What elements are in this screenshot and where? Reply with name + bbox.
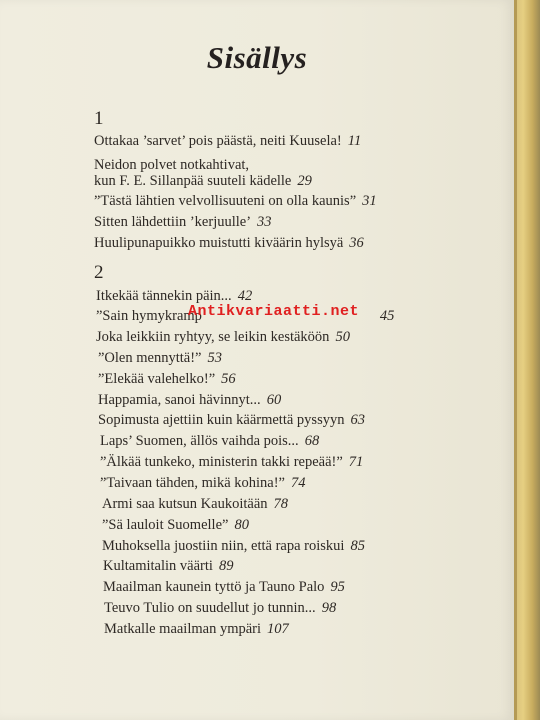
toc-entry <box>94 234 364 252</box>
section-number: 1 <box>94 108 104 129</box>
entry-title: Matkalle maailman ympäri <box>104 621 262 637</box>
entry-page: 89 <box>218 558 234 574</box>
entry-page: 45 <box>379 308 395 324</box>
entry-title: Neidon polvet notkahtivat, <box>94 157 250 173</box>
page-title: Sisällys <box>206 40 308 75</box>
entry-title: Itkekää tännekin päin... <box>96 288 232 304</box>
toc-entry <box>102 495 288 513</box>
entry-page: 11 <box>347 133 362 149</box>
entry-page: 98 <box>321 600 337 616</box>
entry-title: Sitten lähdettiin ’kerjuulle’ <box>94 214 252 230</box>
entry-title: ”Tästä lähtien velvollisuuteni on olla kaunis” <box>94 193 357 209</box>
entry-title: Joka leikkiin ryhtyy, se leikin kestäköön <box>96 329 330 345</box>
entry-page: 29 <box>297 173 312 189</box>
toc-entry <box>98 370 236 388</box>
toc-entry <box>104 620 289 638</box>
toc-entry <box>94 213 272 231</box>
entry-title: Armi saa kutsun Kaukoitään <box>102 496 268 512</box>
entry-page: 31 <box>362 193 377 209</box>
toc-entry <box>98 349 222 367</box>
entry-page: 63 <box>350 412 365 428</box>
toc-entry <box>100 474 306 492</box>
entry-title: Maailman kaunein tyttö ja Tauno Palo <box>103 579 325 595</box>
entry-page: 56 <box>221 371 236 387</box>
toc-entry <box>104 599 336 617</box>
section-number: 2 <box>94 262 104 283</box>
entry-title: Muhoksella juostiin niin, että rapa roiskui <box>102 538 345 554</box>
entry-page: 60 <box>266 392 282 408</box>
toc-entry <box>103 557 233 575</box>
toc-entry <box>100 432 319 450</box>
toc-entry <box>102 537 365 555</box>
entry-title: ”Sä lauloit Suomelle” <box>102 517 229 533</box>
entry-page: 74 <box>291 475 306 491</box>
watermark-text: Antikvariaatti.net <box>188 303 360 320</box>
entry-title: ”Olen mennyttä!” <box>98 350 202 366</box>
entry-page: 42 <box>237 288 253 304</box>
toc-entry <box>98 391 281 409</box>
toc-entry <box>103 578 345 596</box>
entry-page: 68 <box>304 433 320 449</box>
entry-page: 80 <box>234 517 249 533</box>
entry-page: 36 <box>349 235 364 251</box>
entry-title: Teuvo Tulio on suudellut jo tunnin... <box>104 600 316 616</box>
entry-page: 33 <box>257 214 272 230</box>
entry-title: Laps’ Suomen, ällös vaihda pois... <box>100 433 299 449</box>
entry-page: 107 <box>267 621 289 637</box>
entry-title: Happamia, sanoi hävinnyt... <box>98 392 261 408</box>
toc-entry <box>98 411 365 429</box>
toc-entry <box>94 172 312 190</box>
entry-title: Ottakaa ’sarvet’ pois päästä, neiti Kuusela! <box>94 133 342 149</box>
entry-page: 95 <box>330 579 345 595</box>
toc-entry <box>94 132 361 150</box>
entry-title: Kultamitalin väärti <box>103 558 213 574</box>
toc-entry <box>96 328 350 346</box>
entry-page: 85 <box>350 538 365 554</box>
entry-title: Sopimusta ajettiin kuin käärmettä pyssyyn <box>98 412 345 428</box>
entry-title: kun F. E. Sillanpää suuteli kädelle <box>94 173 292 189</box>
entry-page: 53 <box>207 350 222 366</box>
toc-entry <box>94 192 377 210</box>
entry-page: 78 <box>273 496 289 512</box>
entry-title: ”Älkää tunkeko, ministerin takki repeää!” <box>100 454 343 470</box>
gilt-page-edge <box>514 0 540 720</box>
toc-entry <box>102 516 249 534</box>
entry-page: 50 <box>335 329 350 345</box>
entry-title: ”Taivaan tähden, mikä kohina!” <box>100 475 285 491</box>
entry-title: Huulipunapuikko muistutti kiväärin hylsyä <box>94 235 344 251</box>
entry-page: 71 <box>348 454 364 470</box>
entry-title: ”Elekää valehelko!” <box>98 371 216 387</box>
entry-title: ”Sain hymykramp <box>96 308 202 324</box>
toc-entry <box>100 453 363 471</box>
